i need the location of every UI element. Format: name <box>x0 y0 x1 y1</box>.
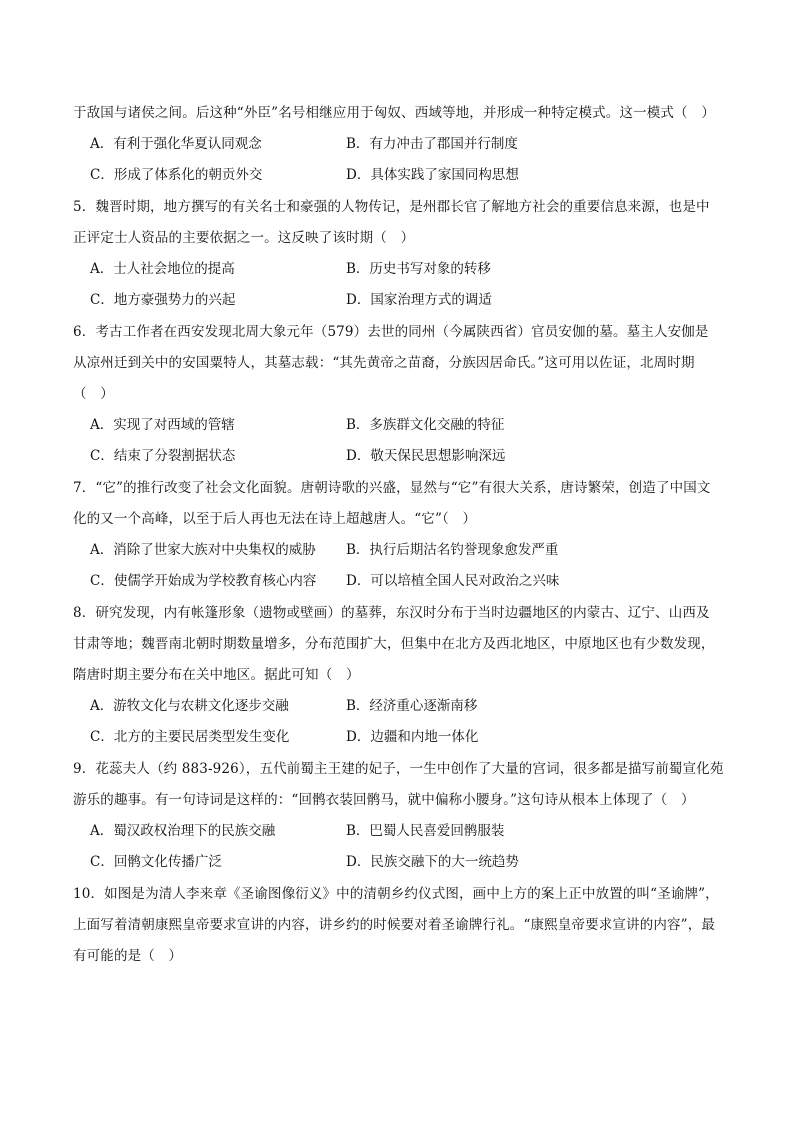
q4-option-d[interactable]: D．具体实践了家国同构思想 <box>346 167 519 183</box>
q10-stem-line3: 有可能的是（ ） <box>73 948 183 964</box>
q4-option-c[interactable]: C．形成了体系化的朝贡外交 <box>90 167 263 183</box>
q8-option-a[interactable]: A．游牧文化与农耕文化逐步交融 <box>90 698 289 714</box>
q9-stem-line2: 游乐的趣事。有一句诗词是这样的：“回鹘衣装回鹘马，就中偏称小腰身。”这句诗从根本上体现了（ ） <box>73 792 695 808</box>
q7-stem-line2: 化的又一个高峰，以至于后人再也无法在诗上超越唐人。“它”（ ） <box>73 511 477 527</box>
q7-option-d[interactable]: D．可以培植全国人民对政治之兴味 <box>346 573 560 589</box>
q8-stem-line2: 甘肃等地；魏晋南北朝时期数量增多，分布范围扩大，但集中在北方及西北地区，中原地区也有少数发现， <box>73 636 715 652</box>
q6-option-d[interactable]: D．敬天保民思想影响深远 <box>346 448 506 464</box>
q7-stem-line1: 7．“它”的推行改变了社会文化面貌。唐朝诗歌的兴盛，显然与“它”有很大关系，唐诗繁荣，创造了中国文 <box>73 480 711 496</box>
q5-option-a[interactable]: A．士人社会地位的提高 <box>90 261 235 277</box>
q8-option-c[interactable]: C．北方的主要民居类型发生变化 <box>90 729 290 745</box>
q7-option-a[interactable]: A．消除了世家大族对中央集权的威胁 <box>90 542 316 558</box>
q9-option-a[interactable]: A．蜀汉政权治理下的民族交融 <box>90 823 276 839</box>
q5-option-b[interactable]: B．历史书写对象的转移 <box>346 261 491 277</box>
q5-option-c[interactable]: C．地方豪强势力的兴起 <box>90 292 236 308</box>
q6-stem-line2: 从凉州迁到关中的安国粟特人，其墓志载：“其先黄帝之苗裔，分族因居命氏。”这可用以佐证，北周时期 <box>73 355 695 371</box>
q6-stem-line1: 6．考古工作者在西安发现北周大象元年（579）去世的同州（今属陕西省）官员安伽的墓。墓主人安伽是 <box>73 324 709 340</box>
q4-option-b[interactable]: B．有力冲击了郡国并行制度 <box>346 136 518 152</box>
q5-stem-line1: 5．魏晋时期，地方撰写的有关名士和豪强的人物传记，是州郡长官了解地方社会的重要信息来源，也是中 <box>73 199 710 215</box>
q4-stem: 于敌国与诸侯之间。后这种“外臣”名号相继应用于匈奴、西域等地，并形成一种特定模式。这一模式（ ） <box>73 105 716 121</box>
q6-stem-line3: （ ） <box>73 386 114 402</box>
q9-option-b[interactable]: B．巴蜀人民喜爱回鹘服装 <box>346 823 505 839</box>
q6-option-a[interactable]: A．实现了对西域的管辖 <box>90 417 235 433</box>
q10-stem-line1: 10．如图是为清人李来章《圣谕图像衍义》中的清朝乡约仪式图，画中上方的案上正中放置的叫“圣谕牌”， <box>73 886 719 902</box>
q8-stem-line1: 8．研究发现，内有帐篷形象（遗物或壁画）的墓葬，东汉时分布于当时边疆地区的内蒙古、辽宁、山西及 <box>73 605 710 621</box>
q5-stem-line2: 正评定士人资品的主要依据之一。这反映了该时期（ ） <box>73 230 415 246</box>
q9-option-d[interactable]: D．民族交融下的大一统趋势 <box>346 854 519 870</box>
q10-stem-line2: 上面写着清朝康熙皇帝要求宣讲的内容，讲乡约的时候要对着圣谕牌行礼。“康熙皇帝要求宣讲的内容”，最 <box>73 917 716 933</box>
q9-option-c[interactable]: C．回鹘文化传播广泛 <box>90 854 222 870</box>
q4-option-a[interactable]: A．有利于强化华夏认同观念 <box>90 136 262 152</box>
q7-option-b[interactable]: B．执行后期沽名钓誉现象愈发严重 <box>346 542 559 558</box>
q6-option-b[interactable]: B．多族群文化交融的特征 <box>346 417 505 433</box>
q8-option-b[interactable]: B．经济重心逐渐南移 <box>346 698 478 714</box>
q7-option-c[interactable]: C．使儒学开始成为学校教育核心内容 <box>90 573 317 589</box>
q8-stem-line3: 隋唐时期主要分布在关中地区。据此可知（ ） <box>73 667 360 683</box>
q8-option-d[interactable]: D．边疆和内地一体化 <box>346 729 479 745</box>
q6-option-c[interactable]: C．结束了分裂割据状态 <box>90 448 236 464</box>
q5-option-d[interactable]: D．国家治理方式的调适 <box>346 292 492 308</box>
q9-stem-line1: 9．花蕊夫人（约 883-926），五代前蜀主王建的妃子，一生中创作了大量的宫词，很多都是描写前蜀宣化苑 <box>73 761 724 777</box>
